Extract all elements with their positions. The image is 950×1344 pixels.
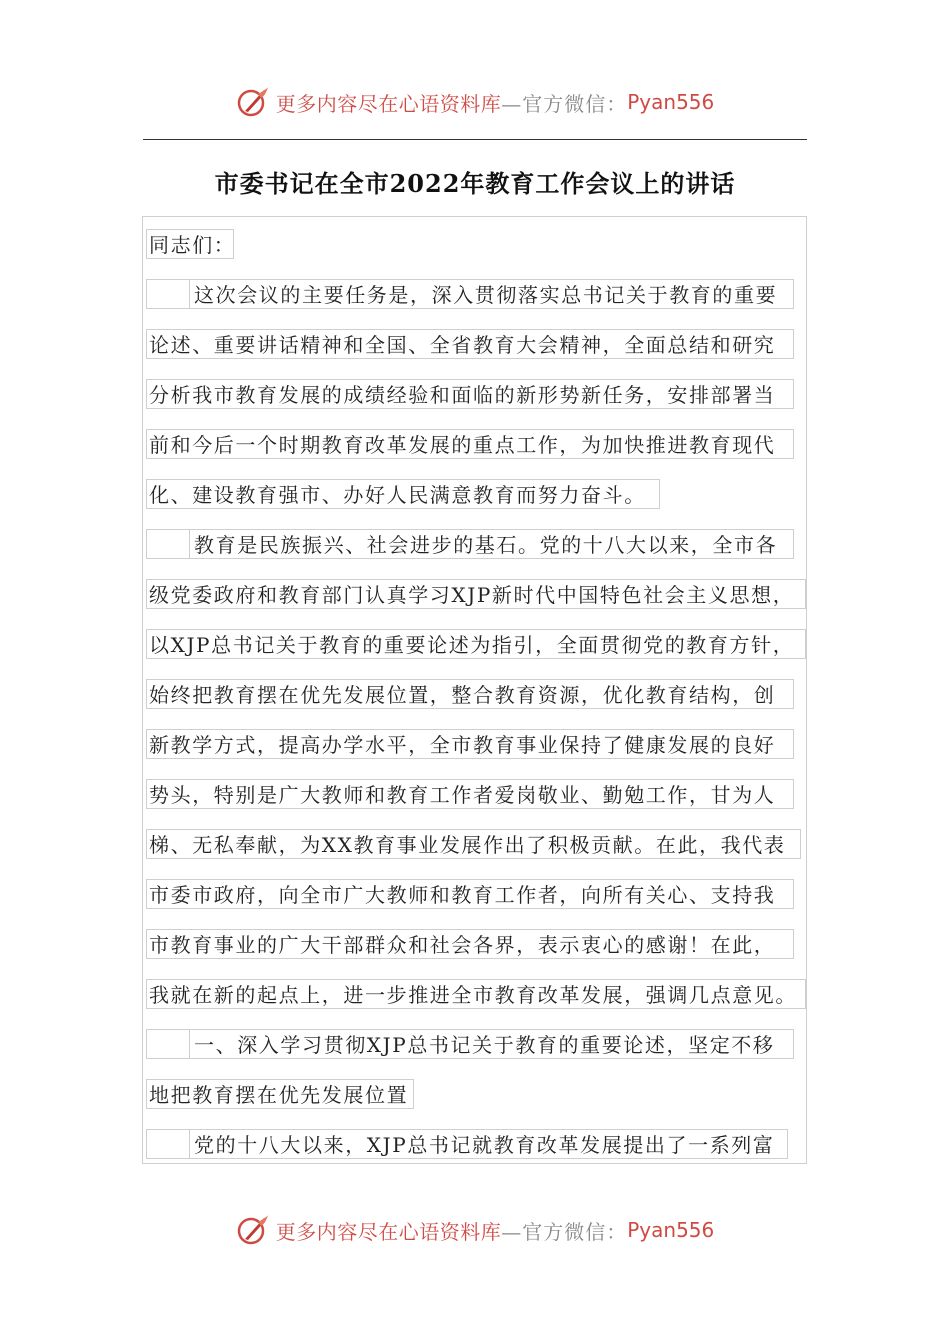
banner-wechat-label: —官方微信：	[501, 1219, 628, 1244]
banner-wechat-label: —官方微信：	[501, 91, 628, 116]
text-line: 一、深入学习贯彻XJP总书记关于教育的重要论述，坚定不移	[146, 1029, 794, 1059]
text-line: 地把教育摆在优先发展位置	[146, 1079, 414, 1109]
text-line: 势头，特别是广大教师和教育工作者爱岗敬业、勤勉工作，甘为人	[146, 779, 794, 809]
banner-wechat-id: Pyan556	[627, 1218, 715, 1242]
quill-logo-icon	[236, 1213, 270, 1247]
banner-wechat-id: Pyan556	[627, 90, 715, 114]
quill-logo-icon	[236, 85, 270, 119]
text-line: 始终把教育摆在优先发展位置，整合教育资源，优化教育结构，创	[146, 679, 794, 709]
banner-brand-text: 更多内容尽在心语资料库	[275, 1219, 502, 1244]
text-line: 新教学方式，提高办学水平，全市教育事业保持了健康发展的良好	[146, 729, 794, 759]
text-line: 市委市政府，向全市广大教师和教育工作者，向所有关心、支持我	[146, 879, 794, 909]
text-line: 党的十八大以来，XJP总书记就教育改革发展提出了一系列富	[146, 1129, 788, 1159]
document-title: 市委书记在全市2022年教育工作会议上的讲话	[214, 169, 736, 198]
text-line: 级党委政府和教育部门认真学习XJP新时代中国特色社会主义思想，	[146, 579, 806, 609]
header-banner	[0, 82, 950, 122]
header-divider	[143, 139, 807, 140]
text-line: 以XJP总书记关于教育的重要论述为指引，全面贯彻党的教育方针，	[146, 629, 806, 659]
text-line: 同志们：	[146, 229, 234, 259]
text-line: 分析我市教育发展的成绩经验和面临的新形势新任务，安排部署当	[146, 379, 794, 409]
text-line: 前和今后一个时期教育改革发展的重点工作，为加快推进教育现代	[146, 429, 794, 459]
text-line: 梯、无私奉献，为XX教育事业发展作出了积极贡献。在此，我代表	[146, 829, 801, 859]
text-line: 论述、重要讲话精神和全国、全省教育大会精神，全面总结和研究	[146, 329, 794, 359]
text-line: 这次会议的主要任务是，深入贯彻落实总书记关于教育的重要	[146, 279, 794, 309]
banner-brand-text: 更多内容尽在心语资料库	[275, 91, 502, 116]
text-line: 我就在新的起点上，进一步推进全市教育改革发展，强调几点意见。	[146, 979, 806, 1009]
text-line: 市教育事业的广大干部群众和社会各界，表示衷心的感谢！在此，	[146, 929, 794, 959]
footer-banner	[0, 1210, 950, 1250]
text-line: 化、建设教育强市、办好人民满意教育而努力奋斗。	[146, 479, 660, 509]
text-line: 教育是民族振兴、社会进步的基石。党的十八大以来，全市各	[146, 529, 794, 559]
